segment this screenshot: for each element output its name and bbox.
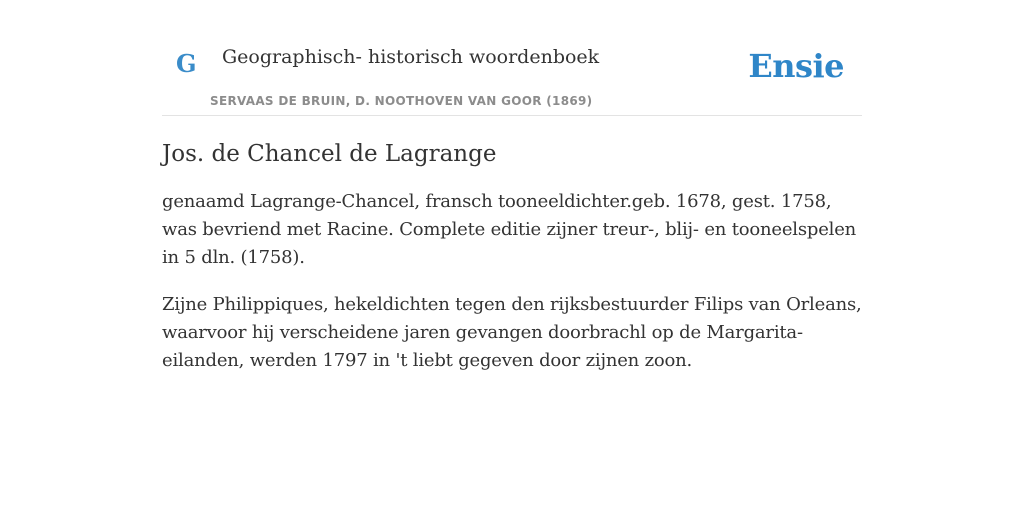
entry-title: Jos. de Chancel de Lagrange — [162, 141, 497, 167]
site-logo[interactable]: Ensie — [748, 47, 844, 85]
book-authors: SERVAAS DE BRUIN, D. NOOTHOVEN VAN GOOR (1869) — [210, 94, 593, 108]
book-header — [162, 0, 862, 116]
entry-paragraph: Zijne Philippiques, hekeldichten tegen den rijksbestuurder Filips van Orleans, waarvoor hij verscheidene jaren gevangen doorbrachl op de Margarita-eilanden, werden 1797 in 't liebt gegeven door zijnen zoon. — [162, 293, 862, 371]
letter-index-link[interactable]: G — [176, 49, 197, 78]
entry-body — [162, 188, 862, 375]
book-title[interactable]: Geographisch- historisch woordenboek — [222, 46, 600, 68]
page-container — [162, 0, 862, 394]
entry-paragraph: genaamd Lagrange-Chancel, fransch tooneeldichter.geb. 1678, gest. 1758, was bevriend met Racine. Complete editie zijner treur-, blij- en tooneelspelen in 5 dln. (1758). — [162, 190, 857, 268]
